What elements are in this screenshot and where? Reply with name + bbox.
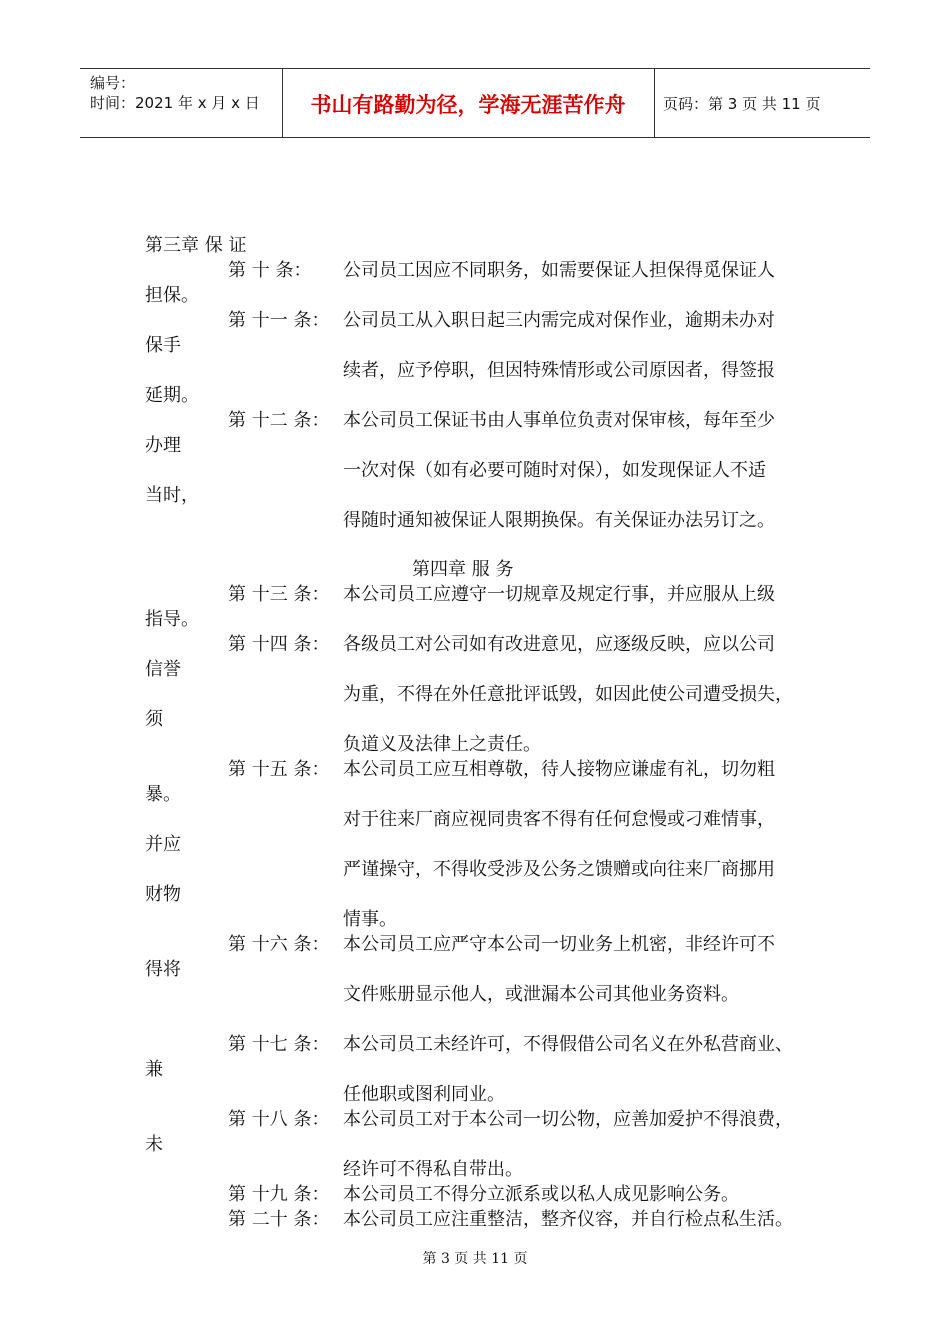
article-text: 文件账册显示他人，或泄漏本公司其他业务资料。	[343, 984, 739, 1005]
article-number: 第 十六 条：	[228, 934, 330, 955]
article-text: 任他职或图利同业。	[343, 1084, 505, 1105]
chapter-title: 第三章 保 证	[145, 235, 247, 256]
article-text: 负道义及法律上之责任。	[343, 734, 541, 755]
article-text: 续者，应予停职，但因特殊情形或公司原因者，得签报	[343, 360, 775, 381]
article-text: 当时，	[145, 485, 199, 506]
chapter-title: 第四章 服 务	[412, 559, 514, 580]
article-text: 公司员工因应不同职务，如需要保证人担保得觅保证人	[343, 260, 775, 281]
article-text: 本公司员工应互相尊敬，待人接物应谦虚有礼，切勿粗	[343, 759, 775, 780]
article-text: 经许可不得私自带出。	[343, 1159, 523, 1180]
article-text: 指导。	[145, 609, 199, 630]
article-text: 公司员工从入职日起三内需完成对保作业，逾期未办对	[343, 310, 775, 331]
page-header	[80, 68, 870, 138]
article-number: 第 十九 条：	[228, 1184, 330, 1205]
article-text: 本公司员工应严守本公司一切业务上机密，非经许可不	[343, 934, 775, 955]
article-text: 本公司员工保证书由人事单位负责对保审核，每年至少	[343, 410, 775, 431]
header-page-info: 页码：第 3 页 共 11 页	[663, 95, 821, 113]
article-text: 本公司员工未经许可，不得假借公司名义在外私营商业、	[343, 1034, 793, 1055]
article-text: 办理	[145, 435, 181, 456]
article-text: 财物	[145, 884, 181, 905]
header-meta	[90, 73, 260, 113]
article-number: 第 十一 条：	[228, 310, 330, 331]
article-number: 第 十三 条：	[228, 584, 330, 605]
article-text: 保手	[145, 335, 181, 356]
header-motto: 书山有路勤为径，学海无涯苦作舟	[310, 93, 626, 117]
article-text: 担保。	[145, 285, 199, 306]
article-text: 情事。	[343, 909, 397, 930]
article-text: 信誉	[145, 659, 181, 680]
page-footer: 第 3 页 共 11 页	[422, 1251, 528, 1267]
article-text: 本公司员工应注重整洁，整齐仪容，并自行检点私生活。	[343, 1209, 793, 1230]
article-text: 本公司员工不得分立派系或以私人成见影响公务。	[343, 1184, 739, 1205]
time-label: 时间：2021 年 x 月 x 日	[90, 94, 260, 112]
article-text: 一次对保（如有必要可随时对保），如发现保证人不适	[343, 460, 766, 481]
article-text: 本公司员工应遵守一切规章及规定行事，并应服从上级	[343, 584, 775, 605]
article-number: 第 十 条：	[228, 260, 312, 281]
article-text: 得随时通知被保证人限期换保。有关保证办法另订之。	[343, 510, 775, 531]
number-label: 编号：	[90, 74, 136, 92]
article-text: 得将	[145, 959, 181, 980]
article-number: 第 十七 条：	[228, 1034, 330, 1055]
article-number: 第 十五 条：	[228, 759, 330, 780]
article-text: 须	[145, 709, 163, 730]
article-number: 第 十八 条：	[228, 1109, 330, 1130]
article-text: 未	[145, 1134, 163, 1155]
article-number: 第 十二 条：	[228, 410, 330, 431]
article-text: 严谨操守，不得收受涉及公务之馈赠或向往来厂商挪用	[343, 859, 775, 880]
header-divider	[654, 69, 655, 137]
article-text: 对于往来厂商应视同贵客不得有任何怠慢或刁难情事，	[343, 809, 775, 830]
article-text: 暴。	[145, 784, 181, 805]
article-text: 兼	[145, 1059, 163, 1080]
article-text: 为重，不得在外任意批评诋毁，如因此使公司遭受损失，	[343, 684, 793, 705]
article-number: 第 二十 条：	[228, 1209, 330, 1230]
article-text: 延期。	[145, 385, 199, 406]
article-number: 第 十四 条：	[228, 634, 330, 655]
article-text: 本公司员工对于本公司一切公物，应善加爱护不得浪费，	[343, 1109, 793, 1130]
article-text: 并应	[145, 834, 181, 855]
article-text: 各级员工对公司如有改进意见，应逐级反映，应以公司	[343, 634, 775, 655]
